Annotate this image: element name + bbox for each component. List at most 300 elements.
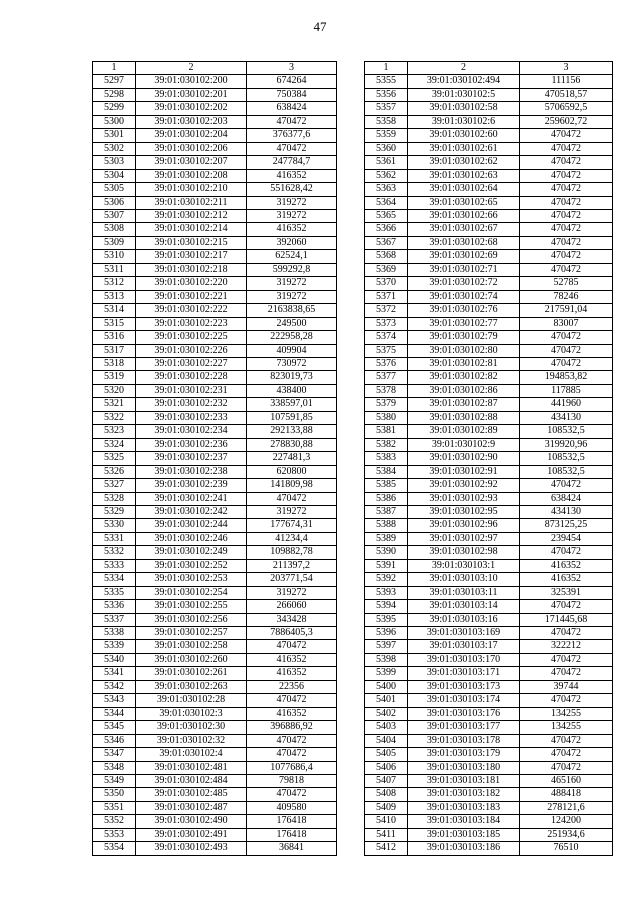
- cadastral-value: 416352: [247, 653, 337, 666]
- row-number: 5323: [93, 425, 136, 438]
- table-row: [93, 775, 337, 788]
- cadastral-value: 39744: [520, 680, 613, 693]
- cadastral-number: 39:01:030102:222: [136, 304, 247, 317]
- row-number: 5366: [365, 223, 408, 236]
- cadastral-number: 39:01:030102:5: [408, 88, 520, 101]
- table-row: [93, 384, 337, 397]
- row-number: 5388: [365, 519, 408, 532]
- row-number: 5342: [93, 680, 136, 693]
- cadastral-value: 470472: [520, 331, 613, 344]
- table-row: [365, 129, 613, 142]
- column-header-2: 2: [136, 62, 247, 75]
- row-number: 5390: [365, 546, 408, 559]
- cadastral-table-left: [92, 61, 337, 856]
- row-number: 5412: [365, 842, 408, 855]
- cadastral-value: 108532,5: [520, 452, 613, 465]
- table-row: [365, 761, 613, 774]
- cadastral-value: 319272: [247, 196, 337, 209]
- cadastral-number: 39:01:030102:211: [136, 196, 247, 209]
- table-row: [93, 653, 337, 666]
- table-row: [365, 694, 613, 707]
- cadastral-value: 319272: [247, 505, 337, 518]
- table-row: [93, 694, 337, 707]
- table-row: [365, 734, 613, 747]
- row-number: 5313: [93, 290, 136, 303]
- cadastral-value: 470472: [247, 492, 337, 505]
- cadastral-number: 39:01:030103:181: [408, 775, 520, 788]
- cadastral-number: 39:01:030102:77: [408, 317, 520, 330]
- cadastral-number: 39:01:030103:10: [408, 573, 520, 586]
- row-number: 5341: [93, 667, 136, 680]
- cadastral-value: 249500: [247, 317, 337, 330]
- table-row: [365, 627, 613, 640]
- cadastral-number: 39:01:030102:3: [136, 707, 247, 720]
- row-number: 5338: [93, 627, 136, 640]
- table-row: [365, 263, 613, 276]
- row-number: 5312: [93, 277, 136, 290]
- cadastral-value: 470472: [520, 653, 613, 666]
- cadastral-value: 434130: [520, 505, 613, 518]
- cadastral-value: 111156: [520, 75, 613, 88]
- cadastral-value: 823019,73: [247, 371, 337, 384]
- row-number: 5345: [93, 721, 136, 734]
- row-number: 5375: [365, 344, 408, 357]
- table-row: [93, 801, 337, 814]
- row-number: 5328: [93, 492, 136, 505]
- cadastral-value: 319272: [247, 586, 337, 599]
- cadastral-value: 177674,31: [247, 519, 337, 532]
- table-row: [365, 156, 613, 169]
- cadastral-number: 39:01:030102:227: [136, 357, 247, 370]
- cadastral-number: 39:01:030102:239: [136, 479, 247, 492]
- table-row: [365, 290, 613, 303]
- cadastral-number: 39:01:030102:244: [136, 519, 247, 532]
- table-row: [365, 842, 613, 855]
- cadastral-value: 441960: [520, 398, 613, 411]
- cadastral-value: 117885: [520, 384, 613, 397]
- table-row: [365, 209, 613, 222]
- cadastral-value: 79818: [247, 775, 337, 788]
- cadastral-number: 39:01:030102:95: [408, 505, 520, 518]
- cadastral-value: 108532,5: [520, 465, 613, 478]
- row-number: 5325: [93, 452, 136, 465]
- row-number: 5343: [93, 694, 136, 707]
- table-row: [93, 357, 337, 370]
- table-row: [93, 196, 337, 209]
- row-number: 5298: [93, 88, 136, 101]
- row-number: 5356: [365, 88, 408, 101]
- table-row: [365, 88, 613, 101]
- table-row: [93, 398, 337, 411]
- cadastral-value: 750384: [247, 88, 337, 101]
- row-number: 5299: [93, 102, 136, 115]
- cadastral-value: 470472: [247, 115, 337, 128]
- cadastral-number: 39:01:030102:69: [408, 250, 520, 263]
- cadastral-number: 39:01:030102:82: [408, 371, 520, 384]
- cadastral-value: 470472: [520, 209, 613, 222]
- table-row: [365, 411, 613, 424]
- header-row: [365, 62, 613, 75]
- cadastral-number: 39:01:030102:256: [136, 613, 247, 626]
- table-row: [365, 573, 613, 586]
- cadastral-value: 470472: [520, 627, 613, 640]
- row-number: 5389: [365, 532, 408, 545]
- cadastral-number: 39:01:030103:173: [408, 680, 520, 693]
- cadastral-value: 392060: [247, 236, 337, 249]
- cadastral-number: 39:01:030102:237: [136, 452, 247, 465]
- cadastral-value: 470472: [520, 156, 613, 169]
- row-number: 5380: [365, 411, 408, 424]
- cadastral-number: 39:01:030103:180: [408, 761, 520, 774]
- cadastral-value: 62524,1: [247, 250, 337, 263]
- header-row: [93, 62, 337, 75]
- table-row: [93, 371, 337, 384]
- cadastral-number: 39:01:030102:71: [408, 263, 520, 276]
- column-header-3: 3: [520, 62, 613, 75]
- cadastral-number: 39:01:030102:30: [136, 721, 247, 734]
- cadastral-value: 22356: [247, 680, 337, 693]
- row-number: 5383: [365, 452, 408, 465]
- column-header-1: 1: [93, 62, 136, 75]
- table-body-right: [365, 62, 613, 856]
- cadastral-number: 39:01:030102:241: [136, 492, 247, 505]
- cadastral-number: 39:01:030102:254: [136, 586, 247, 599]
- table-row: [365, 425, 613, 438]
- cadastral-number: 39:01:030102:28: [136, 694, 247, 707]
- row-number: 5308: [93, 223, 136, 236]
- table-row: [93, 88, 337, 101]
- row-number: 5324: [93, 438, 136, 451]
- cadastral-number: 39:01:030103:1: [408, 559, 520, 572]
- cadastral-value: 41234,4: [247, 532, 337, 545]
- row-number: 5351: [93, 801, 136, 814]
- cadastral-number: 39:01:030102:493: [136, 842, 247, 855]
- cadastral-number: 39:01:030102:62: [408, 156, 520, 169]
- cadastral-number: 39:01:030102:215: [136, 236, 247, 249]
- table-row: [365, 438, 613, 451]
- row-number: 5372: [365, 304, 408, 317]
- table-row: [93, 344, 337, 357]
- cadastral-number: 39:01:030102:249: [136, 546, 247, 559]
- cadastral-number: 39:01:030102:252: [136, 559, 247, 572]
- row-number: 5358: [365, 115, 408, 128]
- cadastral-number: 39:01:030102:231: [136, 384, 247, 397]
- cadastral-number: 39:01:030102:91: [408, 465, 520, 478]
- cadastral-number: 39:01:030102:202: [136, 102, 247, 115]
- cadastral-number: 39:01:030103:16: [408, 613, 520, 626]
- cadastral-number: 39:01:030102:90: [408, 452, 520, 465]
- table-row: [93, 129, 337, 142]
- row-number: 5330: [93, 519, 136, 532]
- table-row: [93, 156, 337, 169]
- cadastral-number: 39:01:030102:223: [136, 317, 247, 330]
- cadastral-value: 470472: [520, 223, 613, 236]
- row-number: 5310: [93, 250, 136, 263]
- cadastral-number: 39:01:030102:255: [136, 600, 247, 613]
- table-row: [93, 317, 337, 330]
- table-row: [93, 183, 337, 196]
- cadastral-number: 39:01:030102:218: [136, 263, 247, 276]
- cadastral-number: 39:01:030102:206: [136, 142, 247, 155]
- cadastral-number: 39:01:030102:74: [408, 290, 520, 303]
- table-row: [365, 707, 613, 720]
- cadastral-value: 325391: [520, 586, 613, 599]
- cadastral-number: 39:01:030102:257: [136, 627, 247, 640]
- table-row: [365, 465, 613, 478]
- table-row: [93, 304, 337, 317]
- table-row: [93, 761, 337, 774]
- cadastral-number: 39:01:030102:225: [136, 331, 247, 344]
- cadastral-number: 39:01:030102:93: [408, 492, 520, 505]
- cadastral-value: 470472: [520, 169, 613, 182]
- table-row: [93, 411, 337, 424]
- row-number: 5333: [93, 559, 136, 572]
- row-number: 5300: [93, 115, 136, 128]
- row-number: 5386: [365, 492, 408, 505]
- cadastral-value: 319920,96: [520, 438, 613, 451]
- table-row: [365, 142, 613, 155]
- row-number: 5316: [93, 331, 136, 344]
- cadastral-number: 39:01:030103:174: [408, 694, 520, 707]
- table-row: [93, 815, 337, 828]
- cadastral-number: 39:01:030102:72: [408, 277, 520, 290]
- cadastral-value: 416352: [520, 559, 613, 572]
- cadastral-value: 599292,8: [247, 263, 337, 276]
- row-number: 5317: [93, 344, 136, 357]
- cadastral-value: 176418: [247, 815, 337, 828]
- page-number: 47: [313, 19, 327, 34]
- table-row: [93, 142, 337, 155]
- row-number: 5347: [93, 748, 136, 761]
- cadastral-number: 39:01:030102:487: [136, 801, 247, 814]
- cadastral-number: 39:01:030102:87: [408, 398, 520, 411]
- row-number: 5393: [365, 586, 408, 599]
- row-number: 5405: [365, 748, 408, 761]
- cadastral-value: 470472: [520, 129, 613, 142]
- cadastral-value: 292133,88: [247, 425, 337, 438]
- row-number: 5359: [365, 129, 408, 142]
- cadastral-number: 39:01:030102:214: [136, 223, 247, 236]
- row-number: 5391: [365, 559, 408, 572]
- row-number: 5367: [365, 236, 408, 249]
- row-number: 5332: [93, 546, 136, 559]
- row-number: 5362: [365, 169, 408, 182]
- cadastral-value: 873125,25: [520, 519, 613, 532]
- table-row: [93, 169, 337, 182]
- cadastral-value: 470472: [247, 142, 337, 155]
- cadastral-value: 470472: [247, 734, 337, 747]
- cadastral-number: 39:01:030102:32: [136, 734, 247, 747]
- cadastral-number: 39:01:030103:17: [408, 640, 520, 653]
- cadastral-value: 470472: [520, 196, 613, 209]
- cadastral-value: 470472: [520, 183, 613, 196]
- cadastral-value: 638424: [520, 492, 613, 505]
- row-number: 5329: [93, 505, 136, 518]
- cadastral-value: 322212: [520, 640, 613, 653]
- table-row: [365, 492, 613, 505]
- cadastral-value: 470472: [520, 263, 613, 276]
- cadastral-number: 39:01:030102:484: [136, 775, 247, 788]
- row-number: 5350: [93, 788, 136, 801]
- table-row: [93, 505, 337, 518]
- cadastral-number: 39:01:030102:9: [408, 438, 520, 451]
- row-number: 5381: [365, 425, 408, 438]
- table-row: [365, 788, 613, 801]
- cadastral-value: 470472: [520, 600, 613, 613]
- table-row: [365, 236, 613, 249]
- table-row: [365, 748, 613, 761]
- cadastral-value: 239454: [520, 532, 613, 545]
- cadastral-value: 227481,3: [247, 452, 337, 465]
- cadastral-value: 278830,88: [247, 438, 337, 451]
- cadastral-number: 39:01:030102:220: [136, 277, 247, 290]
- cadastral-number: 39:01:030102:200: [136, 75, 247, 88]
- cadastral-number: 39:01:030103:186: [408, 842, 520, 855]
- table-row: [365, 721, 613, 734]
- table-row: [93, 263, 337, 276]
- table-row: [93, 102, 337, 115]
- table-row: [365, 250, 613, 263]
- cadastral-value: 470472: [520, 761, 613, 774]
- row-number: 5314: [93, 304, 136, 317]
- table-row: [93, 75, 337, 88]
- row-number: 5352: [93, 815, 136, 828]
- cadastral-number: 39:01:030102:65: [408, 196, 520, 209]
- table-row: [93, 236, 337, 249]
- cadastral-value: 5706592,5: [520, 102, 613, 115]
- cadastral-number: 39:01:030102:203: [136, 115, 247, 128]
- cadastral-value: 211397,2: [247, 559, 337, 572]
- row-number: 5398: [365, 653, 408, 666]
- cadastral-number: 39:01:030102:64: [408, 183, 520, 196]
- row-number: 5336: [93, 600, 136, 613]
- cadastral-number: 39:01:030102:66: [408, 209, 520, 222]
- cadastral-value: 396886,92: [247, 721, 337, 734]
- cadastral-number: 39:01:030102:86: [408, 384, 520, 397]
- cadastral-number: 39:01:030102:212: [136, 209, 247, 222]
- table-row: [365, 304, 613, 317]
- row-number: 5399: [365, 667, 408, 680]
- cadastral-value: 416352: [520, 573, 613, 586]
- cadastral-value: 7886405,3: [247, 627, 337, 640]
- table-row: [365, 600, 613, 613]
- table-row: [93, 667, 337, 680]
- table-row: [365, 317, 613, 330]
- table-row: [93, 707, 337, 720]
- table-row: [365, 169, 613, 182]
- cadastral-value: 2163838,65: [247, 304, 337, 317]
- cadastral-value: 470518,57: [520, 88, 613, 101]
- table-row: [365, 331, 613, 344]
- row-number: 5392: [365, 573, 408, 586]
- cadastral-number: 39:01:030102:6: [408, 115, 520, 128]
- cadastral-number: 39:01:030102:88: [408, 411, 520, 424]
- row-number: 5369: [365, 263, 408, 276]
- table-row: [365, 559, 613, 572]
- cadastral-value: 343428: [247, 613, 337, 626]
- row-number: 5303: [93, 156, 136, 169]
- cadastral-value: 470472: [247, 694, 337, 707]
- cadastral-value: 470472: [520, 142, 613, 155]
- cadastral-value: 1077686,4: [247, 761, 337, 774]
- table-row: [93, 115, 337, 128]
- row-number: 5396: [365, 627, 408, 640]
- cadastral-value: 416352: [247, 707, 337, 720]
- cadastral-number: 39:01:030102:485: [136, 788, 247, 801]
- table-body-left: [93, 62, 337, 856]
- cadastral-value: 83007: [520, 317, 613, 330]
- row-number: 5349: [93, 775, 136, 788]
- table-row: [93, 223, 337, 236]
- cadastral-value: 107591,85: [247, 411, 337, 424]
- cadastral-number: 39:01:030102:234: [136, 425, 247, 438]
- row-number: 5409: [365, 801, 408, 814]
- row-number: 5318: [93, 357, 136, 370]
- row-number: 5385: [365, 479, 408, 492]
- cadastral-number: 39:01:030103:182: [408, 788, 520, 801]
- row-number: 5346: [93, 734, 136, 747]
- table-row: [365, 680, 613, 693]
- cadastral-value: 488418: [520, 788, 613, 801]
- cadastral-value: 470472: [520, 250, 613, 263]
- cadastral-value: 247784,7: [247, 156, 337, 169]
- cadastral-number: 39:01:030103:170: [408, 653, 520, 666]
- row-number: 5307: [93, 209, 136, 222]
- cadastral-number: 39:01:030102:68: [408, 236, 520, 249]
- row-number: 5348: [93, 761, 136, 774]
- cadastral-value: 551628,42: [247, 183, 337, 196]
- table-row: [93, 438, 337, 451]
- row-number: 5339: [93, 640, 136, 653]
- row-number: 5406: [365, 761, 408, 774]
- cadastral-value: 171445,68: [520, 613, 613, 626]
- table-row: [93, 250, 337, 263]
- cadastral-value: 134255: [520, 721, 613, 734]
- cadastral-value: 319272: [247, 277, 337, 290]
- cadastral-value: 319272: [247, 209, 337, 222]
- cadastral-number: 39:01:030103:177: [408, 721, 520, 734]
- row-number: 5319: [93, 371, 136, 384]
- cadastral-number: 39:01:030102:201: [136, 88, 247, 101]
- cadastral-number: 39:01:030103:11: [408, 586, 520, 599]
- row-number: 5394: [365, 600, 408, 613]
- cadastral-value: 470472: [520, 748, 613, 761]
- row-number: 5382: [365, 438, 408, 451]
- row-number: 5334: [93, 573, 136, 586]
- cadastral-value: 470472: [520, 479, 613, 492]
- cadastral-number: 39:01:030103:169: [408, 627, 520, 640]
- cadastral-value: 176418: [247, 828, 337, 841]
- table-row: [365, 75, 613, 88]
- row-number: 5360: [365, 142, 408, 155]
- cadastral-value: 638424: [247, 102, 337, 115]
- cadastral-value: 78246: [520, 290, 613, 303]
- cadastral-value: 278121,6: [520, 801, 613, 814]
- table-row: [365, 653, 613, 666]
- cadastral-value: 409904: [247, 344, 337, 357]
- table-row: [93, 546, 337, 559]
- table-row: [365, 384, 613, 397]
- table-row: [365, 102, 613, 115]
- cadastral-value: 416352: [247, 667, 337, 680]
- row-number: 5408: [365, 788, 408, 801]
- cadastral-value: 108532,5: [520, 425, 613, 438]
- row-number: 5321: [93, 398, 136, 411]
- table-row: [93, 748, 337, 761]
- cadastral-value: 470472: [520, 236, 613, 249]
- cadastral-number: 39:01:030102:494: [408, 75, 520, 88]
- cadastral-value: 124200: [520, 815, 613, 828]
